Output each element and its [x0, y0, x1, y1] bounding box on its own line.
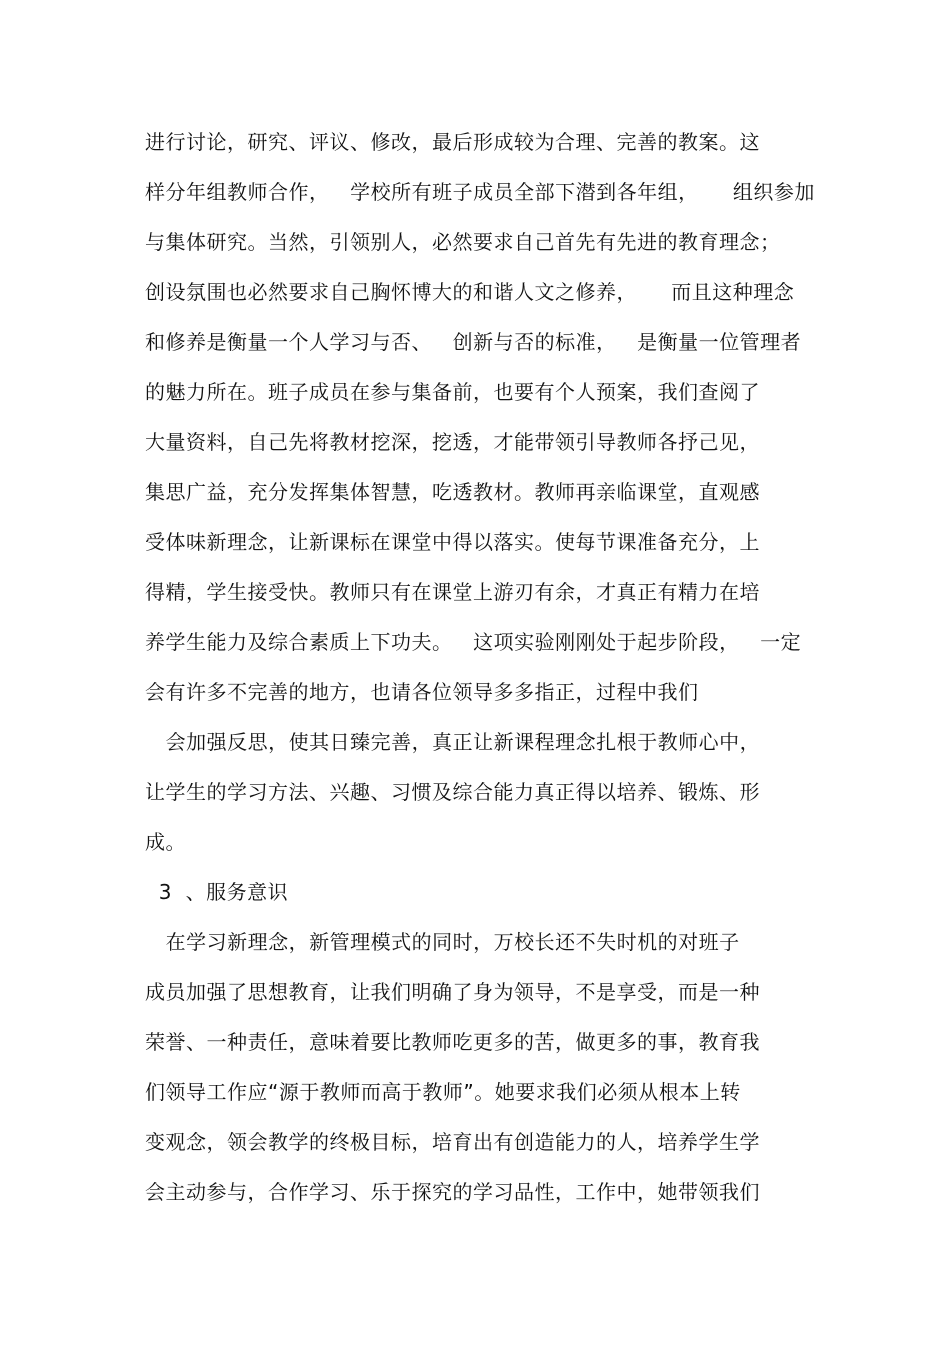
text-line: 得精，学生接受快。教师只有在课堂上游刃有余，才真正有精力在培 — [145, 580, 760, 604]
text-line: 养学生能力及综合素质上下功夫。 这项实验刚刚处于起步阶段， 一定 — [145, 630, 802, 654]
text-line: 进行讨论，研究、评议、修改，最后形成较为合理、完善的教案。这 — [145, 130, 760, 154]
text-line: 会主动参与，合作学习、乐于探究的学习品性，工作中，她带领我们 — [145, 1180, 760, 1204]
text-line: 大量资料，自己先将教材挖深，挖透，才能带领引导教师各抒己见， — [145, 430, 760, 454]
section-heading: 3 、服务意识 — [145, 880, 289, 904]
text-line: 变观念，领会教学的终极目标，培育出有创造能力的人，培养学生学 — [145, 1130, 760, 1154]
text-line: 会加强反思，使其日臻完善，真正让新课程理念扎根于教师心中， — [145, 730, 761, 754]
text-line: 的魅力所在。班子成员在参与集备前，也要有个人预案，我们查阅了 — [145, 380, 760, 404]
text-line: 荣誉、一种责任，意味着要比教师吃更多的苦，做更多的事，教育我 — [145, 1030, 760, 1054]
text-line: 成员加强了思想教育，让我们明确了身为领导，不是享受，而是一种 — [145, 980, 760, 1004]
text-line: 样分年组教师合作， 学校所有班子成员全部下潜到各年组， 组织参加 — [145, 180, 815, 204]
text-line: 与集体研究。当然，引领别人，必然要求自己首先有先进的教育理念； — [145, 230, 781, 254]
text-line: 在学习新理念，新管理模式的同时，万校长还不失时机的对班子 — [145, 930, 740, 954]
text-line: 集思广益，充分发挥集体智慧，吃透教材。教师再亲临课堂，直观感 — [145, 480, 760, 504]
text-line: 成。 — [145, 830, 186, 854]
text-line: 会有许多不完善的地方，也请各位领导多多指正，过程中我们 — [145, 680, 699, 704]
text-line: 受体味新理念，让新课标在课堂中得以落实。使每节课准备充分，上 — [145, 530, 760, 554]
text-line: 们领导工作应“源于教师而高于教师”。她要求我们必须从根本上转 — [145, 1080, 741, 1104]
text-line: 让学生的学习方法、兴趣、习惯及综合能力真正得以培养、锻炼、形 — [145, 780, 760, 804]
text-line: 和修养是衡量一个人学习与否、 创新与否的标准， 是衡量一位管理者 — [145, 330, 802, 354]
text-line: 创设氛围也必然要求自己胸怀博大的和谐人文之修养， 而且这种理念 — [145, 280, 795, 304]
